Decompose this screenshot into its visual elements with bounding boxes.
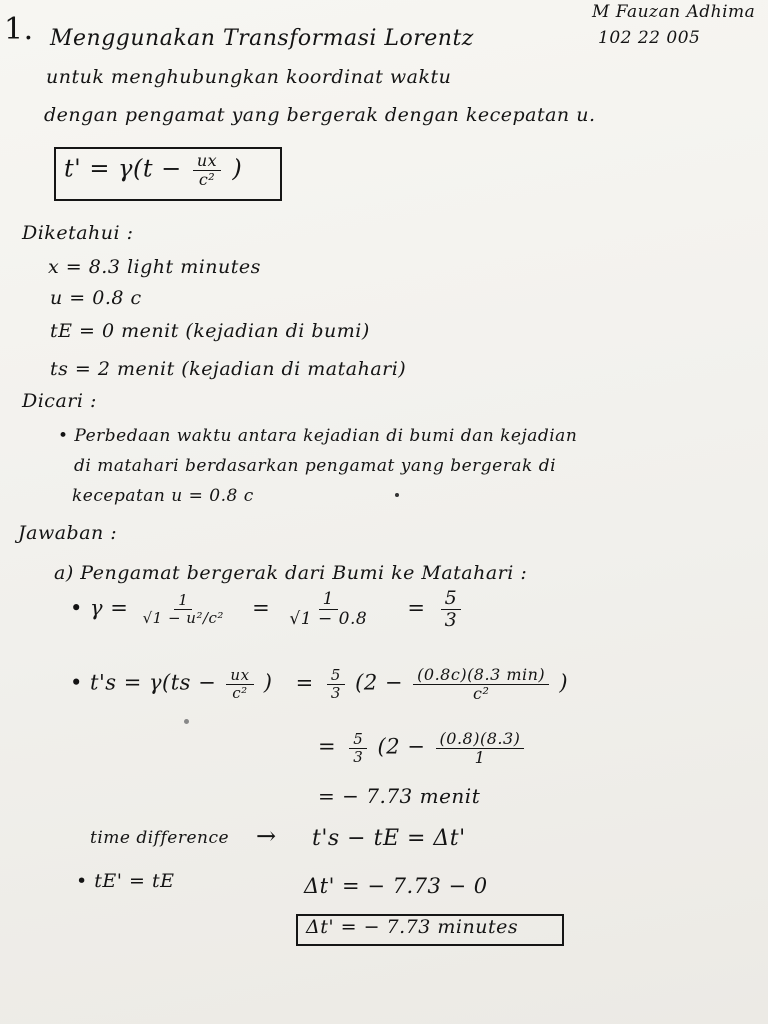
given-heading: Diketahui : xyxy=(22,222,134,244)
author-name: M Fauzan Adhima xyxy=(592,2,756,22)
ts-prime-lhs-close: ) xyxy=(263,670,273,695)
gamma-fraction-3 xyxy=(441,588,462,631)
ts-prime-step1-fraction xyxy=(413,666,549,702)
gamma-frac3-den: 3 xyxy=(444,608,458,631)
ts-prime-step2-open: (2 − xyxy=(377,734,426,759)
ts-prime-step1-den: c² xyxy=(472,683,490,703)
ts-prime-step2-coef-den: 3 xyxy=(353,747,364,766)
formula-den: c² xyxy=(198,169,216,189)
given-item-x: x = 8.3 light minutes xyxy=(48,256,261,278)
part-a-heading: a) Pengamat bergerak dari Bumi ke Matahari : xyxy=(54,562,528,584)
gamma-frac2-num: 1 xyxy=(319,590,338,610)
arrow-icon: → xyxy=(256,822,277,850)
asked-heading: Dicari : xyxy=(22,390,97,412)
ts-prime-step2-coef-num: 5 xyxy=(349,731,367,749)
asked-line-2: di matahari berdasarkan pengamat yang bergerak di xyxy=(74,456,557,476)
ts-prime-coef-den: 3 xyxy=(330,683,341,702)
ts-prime-step2-eq: = xyxy=(318,734,337,759)
gamma-fraction-1 xyxy=(139,592,228,626)
problem-line-3: dengan pengamat yang bergerak dengan kecepatan u. xyxy=(44,104,596,126)
ts-prime-eq: = xyxy=(295,670,314,695)
ts-prime-step1-open: (2 − xyxy=(355,670,403,695)
student-id: 102 22 005 xyxy=(598,28,701,48)
given-item-ts: ts = 2 menit (kejadian di matahari) xyxy=(50,358,407,380)
formula-rhs: ) xyxy=(232,154,243,183)
paper-speck xyxy=(395,493,399,497)
ts-prime-coef xyxy=(327,667,345,701)
formula-lhs: t' = γ(t − xyxy=(64,154,182,183)
gamma-frac1-den: √1 − u²/c² xyxy=(142,608,224,627)
ts-prime-step2-den: 1 xyxy=(474,747,486,767)
te-prime-line: • tE' = tE xyxy=(76,870,175,892)
asked-line-3: kecepatan u = 0.8 c xyxy=(72,486,254,506)
ts-prime-lhs: • t's = γ(ts − xyxy=(70,670,217,695)
ts-prime-step2 xyxy=(318,730,527,766)
problem-line-1: Menggunakan Transformasi Lorentz xyxy=(50,26,474,51)
problem-line-2: untuk menghubungkan koordinat waktu xyxy=(46,66,452,88)
final-answer: Δt' = − 7.73 minutes xyxy=(306,916,519,938)
ts-prime-step2-num: (0.8)(8.3) xyxy=(436,730,525,749)
delta-t-equation: Δt' = − 7.73 − 0 xyxy=(304,874,488,898)
time-difference-label: time difference xyxy=(90,828,230,848)
ts-prime-equation xyxy=(70,666,568,702)
ts-prime-lhs-den: c² xyxy=(232,683,248,702)
ts-prime-step1-close: ) xyxy=(559,670,569,695)
gamma-frac2-den: √1 − 0.8 xyxy=(289,608,368,629)
paper-speck xyxy=(184,719,189,724)
formula-fraction xyxy=(193,152,221,188)
ts-prime-step2-coef xyxy=(349,731,367,765)
ts-prime-step1-num: (0.8c)(8.3 min) xyxy=(413,666,549,685)
gamma-frac1-num: 1 xyxy=(174,592,192,610)
problem-number: 1. xyxy=(4,12,34,47)
ts-prime-lhs-num: ux xyxy=(226,667,253,685)
lorentz-formula xyxy=(64,152,242,188)
asked-line-1: • Perbedaan waktu antara kejadian di bumi dan kejadian xyxy=(58,426,578,446)
ts-prime-lhs-fraction xyxy=(226,667,253,701)
time-difference-equation: t's − tE = Δt' xyxy=(312,826,466,851)
gamma-equation xyxy=(70,588,464,631)
gamma-lhs: • γ = xyxy=(70,595,129,620)
gamma-eq-2: = xyxy=(407,595,426,620)
formula-num: ux xyxy=(193,152,221,171)
ts-prime-step2-fraction xyxy=(436,730,525,766)
answer-heading: Jawaban : xyxy=(18,522,118,544)
gamma-fraction-2 xyxy=(285,590,371,628)
ts-prime-result: = − 7.73 menit xyxy=(318,784,481,808)
ts-prime-coef-num: 5 xyxy=(327,667,345,685)
given-item-u: u = 0.8 c xyxy=(50,287,142,309)
gamma-eq-1: = xyxy=(252,595,271,620)
given-item-te: tE = 0 menit (kejadian di bumi) xyxy=(50,320,370,342)
gamma-frac3-num: 5 xyxy=(441,588,462,610)
